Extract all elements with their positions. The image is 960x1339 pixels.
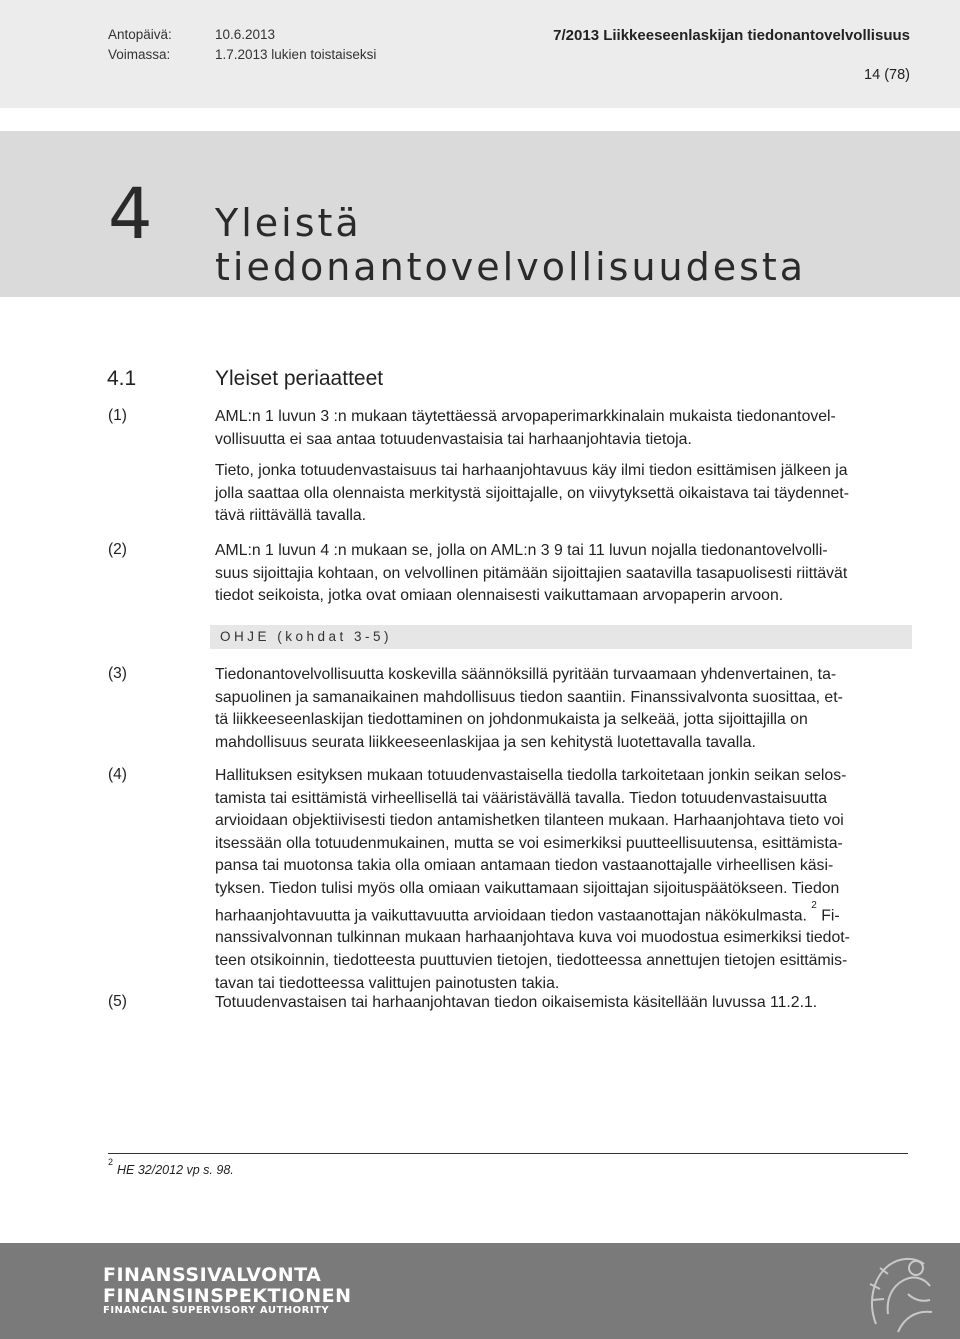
text-line: Tieto, jonka totuudenvastaisuus tai harhaanjohtavuus käy ilmi tiedon esittämisen jälkeen ja	[215, 462, 848, 479]
text-line: suus sijoittajia kohtaan, on velvollinen pitämään sijoittajien saatavilla tasapuolisesti riittävät	[215, 564, 848, 582]
text-line: tiedot seikoista, jotka ovat omiaan olennaisesti vaikuttamaan arvopaperin arvoon.	[215, 587, 784, 605]
paragraph-4	[215, 765, 915, 995]
text-line: tyksen. Tiedon tulisi myös olla omiaan vaikuttamaan sijoittajan sijoituspäätökseen. Tiedon	[215, 879, 840, 897]
text-line: teen otsikoinnin, tiedotteesta puuttuvien tietojen, tiedotteessa annettujen tietojen esittämis-	[215, 952, 848, 970]
issued-date: 10.6.2013	[215, 27, 276, 42]
section-title: Yleiset periaatteet	[215, 367, 384, 390]
logo-text-swedish: FINANSINSPEKTIONEN	[103, 1285, 352, 1307]
paragraph-3	[215, 664, 915, 754]
guidance-banner	[210, 625, 912, 649]
text-line: tavan tai tiedotteessa valittujen painotusten takia.	[215, 974, 560, 992]
issued-label: Antopäivä:	[108, 27, 172, 42]
text-line: jolla saattaa olla olennaista merkitystä sijoittajalle, on viivytyksettä oikaistava tai täydennet-	[215, 484, 849, 502]
footnote-mark: 2	[108, 1157, 114, 1167]
logo-text-finnish: FINANSSIVALVONTA	[103, 1264, 322, 1286]
paragraph-number: (1)	[108, 407, 127, 424]
paragraph-number: (5)	[108, 993, 127, 1010]
paragraph-2	[215, 540, 915, 608]
chapter-banner	[0, 131, 960, 297]
text-line: arvioidaan objektiivisesti tiedon antamishetken tilanteen mukaan. Harhaanjohtava tieto voi	[215, 812, 844, 830]
text-line: Hallituksen esityksen mukaan totuudenvastaisella tiedolla tarkoitetaan jonkin seikan selos-	[215, 767, 847, 784]
text-line: nanssivalvonnan tulkinnan mukaan harhaanjohtava kuva voi muodostua esimerkiksi tiedot-	[215, 929, 850, 947]
text-line: tamista tai esittämistä virheellisellä tai vääristävällä tavalla. Tiedon totuudenvastaisuutta	[215, 789, 828, 807]
section-number: 4.1	[107, 367, 137, 390]
document-title: 7/2013 Liikkeeseenlaskijan tiedonantovelvollisuus	[553, 27, 910, 44]
logo-text-english: FINANCIAL SUPERVISORY AUTHORITY	[103, 1305, 330, 1316]
footnote-divider	[108, 1153, 908, 1154]
text-line: mahdollisuus seurata liikkeeseenlaskijaa ja sen kehitystä luotettavalla tavalla.	[215, 733, 756, 751]
paragraph-number: (4)	[108, 766, 127, 783]
paragraph-1-continued	[215, 460, 915, 528]
paragraph-1	[215, 406, 915, 451]
page-number: 14 (78)	[864, 67, 910, 83]
guidance-label: OHJE (kohdat 3-5)	[220, 629, 393, 644]
text-line: tä liikkeeseenlaskijan tiedottaminen on johdonmukaista ja selkeää, jotta sijoittajilla on	[215, 711, 808, 729]
text-line: Tiedonantovelvollisuutta koskevilla säännöksillä pyritään turvaamaan yhdenvertainen, ta-	[215, 666, 837, 683]
text-line: harhaanjohtavuutta ja vaikuttavuutta arvioidaan tiedon vastaanottajan näkökulmasta.	[215, 906, 807, 924]
text-line: AML:n 1 luvun 3 :n mukaan täytettäessä arvopaperimarkkinalain mukaista tiedonantovel-	[215, 408, 836, 425]
text-line: tävä riittävällä tavalla.	[215, 507, 367, 525]
valid-period: 1.7.2013 lukien toistaiseksi	[215, 47, 377, 62]
footnote-reference[interactable]: 2	[811, 899, 817, 911]
chapter-title: Yleistä tiedonantovelvollisuudesta	[215, 201, 807, 289]
text-line: pansa tai muotonsa takia olla omiaan antamaan tiedon vastaanottajalle virheellisen käsi-	[215, 857, 834, 875]
text-line: itsessään olla totuudenmukainen, mutta se voi esimerkiksi puutteellisuutensa, esittämista-	[215, 834, 843, 852]
text-line: sapuolinen ja samanaikainen mahdollisuus tiedon saantiin. Finanssivalvonta suosittaa, et-	[215, 688, 843, 706]
hyphenated-word-start: Fi-	[816, 906, 840, 924]
valid-label: Voimassa:	[108, 47, 171, 62]
paragraph-5	[215, 992, 915, 1015]
paragraph-number: (2)	[108, 541, 127, 558]
page-header	[0, 0, 960, 108]
footnote-text: HE 32/2012 vp s. 98.	[117, 1163, 234, 1178]
text-line: Totuudenvastaisen tai harhaanjohtavan tiedon oikaisemista käsitellään luvussa 11.2.1.	[215, 994, 818, 1011]
chapter-number: 4	[108, 173, 153, 255]
text-line: vollisuutta ei saa antaa totuudenvastaisia tai harhaanjohtavia tietoja.	[215, 430, 692, 448]
text-line: AML:n 1 luvun 4 :n mukaan se, jolla on AML:n 3 9 tai 11 luvun nojalla tiedonantovelvolli-	[215, 542, 828, 559]
paragraph-number: (3)	[108, 665, 127, 682]
lion-emblem-icon	[858, 1244, 942, 1339]
text-line-with-footnote	[215, 901, 915, 928]
footnote	[108, 1157, 234, 1178]
